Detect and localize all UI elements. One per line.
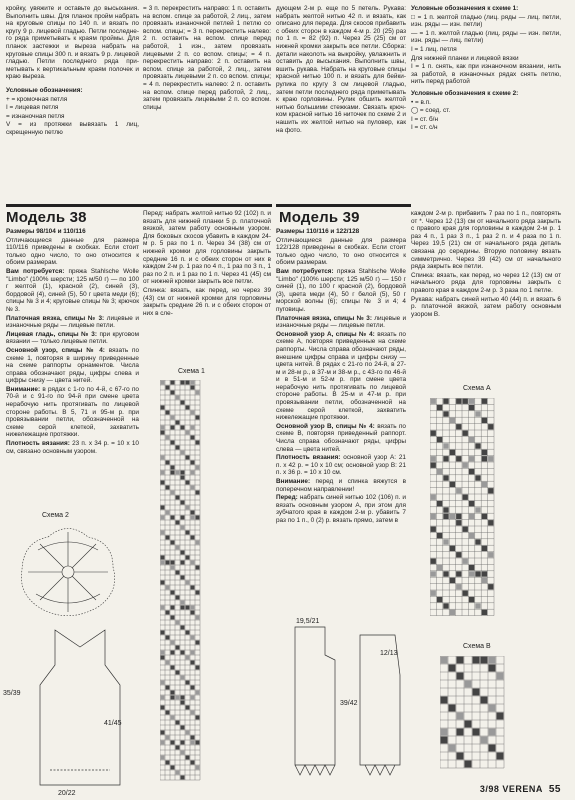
legend-title-scheme-1: Условные обозначения к схеме 1: (411, 5, 519, 12)
model-39-front-cont: каждом 2-м р. прибавить 7 раз по 1 п., повторять от *. Через 12 (13) см от начального ряда закрыть с правого края для горловины в каждом 2-м р. 1 раз 4 п., 1 раз 3 п., 1 раз 2 п. и 4 раза по 1 п. Через 19,5 (21) см от начального ряда деталь связана до середины. Вторую половину вязать симметрично. Через 39 (42) см от начального ряда закрыть все петли. (411, 210, 561, 271)
scheme-b-grid (440, 656, 520, 776)
model-38-silhouette (20, 625, 140, 790)
legend-line: • = в.п. (411, 98, 431, 106)
legend-line: I = ст. с/н (411, 124, 438, 132)
p-text: лицевые и изнаночные ряды — лицевые петли. (6, 314, 139, 330)
model-38-sizes: Размеры 98/104 и 110/116 (6, 228, 86, 235)
model-39-sizes: Размеры 110/116 и 122/128 (276, 228, 360, 235)
top-col-3 (276, 5, 406, 200)
p-text: перед и спинка вяжутся в поперечном направлении! (276, 478, 406, 493)
legend-line: I = лицевая петля (6, 104, 59, 112)
scheme-1-label: Схема 1 (178, 368, 205, 375)
legend-title-scheme-2: Условные обозначения к схеме 2: (411, 89, 519, 97)
p-text: при круговом вязании — только лицевые петли. (6, 330, 139, 346)
p-text: основной узор A: 21 п. x 42 р. = 10 x 10 см; основной узор B: 21 п. x 36 р. = 10 x 10 см. (276, 454, 406, 477)
model-39-back: Спинка: вязать, как перед, но через 12 (13) см от начального ряда для горловины закрыть с правого края в каждом 2-м р. 3 раза по 1 петле. (411, 271, 561, 294)
dim-label: 12/13 (380, 650, 398, 657)
legend-line: □ = 1 п. желтой гладью (лиц. ряды — лиц. петли, изн. ряды — изн. петли) (411, 13, 561, 29)
p-label: Лицевая гладь, спицы № 3: (6, 330, 97, 338)
top-col-3-text: дующем 2-м р. еще по 5 петель. Рукава: набрать желтой нитью 42 п. и вязать, как описано для переда. Для скосов прибавить с обеих сторон в каждом 4-м р. 20 (25) раз по 1 п. = 82 (92) п. Через 25 (25) см от нижней кромки закрыть все петли. Сборка: детали наколоть на выкройку, увлажнить и оставить до высыхания. Выполнить швы, вшить рукава. Набрать на круговые спицы красной нитью 100 п. и вязать для бейки-рулика по кругу 3 см лицевой гладью, затем петли последнего ряда приметывать к краю горловины. Рулик обшить желтой нитью большими стежками. Связать крючком красной нитью 16 ниточек по схеме 2 и нашить их желтой нитью на пуловер, как на фото. (276, 5, 406, 134)
top-col-2 (143, 5, 271, 195)
p-label: Внимание: (276, 478, 311, 485)
scheme-a-label: Схема A (463, 385, 491, 392)
scheme-1-grid (160, 380, 212, 790)
model-39-col-1 (276, 228, 406, 613)
legend-line: = изнаночная петля (6, 112, 65, 120)
scheme-b-label: Схема B (463, 643, 491, 650)
top-col-2-text: = 3 п. перекрестить направо: 1 п. оставить на вспом. спице за работой, 2 лиц., затем провязать изнаночной петлей 1 петлю со вспом. спицы; = 3 п. перекрестить налево: 2 п. оставить на вспом. спице перед работой, 1 изн., затем провязать лицевыми 2 п. со вспом. спицы; = 4 п. перекрестить направо: 2 п. оставить на вспом. спице за работой, 2 лиц., затем провязать лицевыми 2 п. со вспом. спицы; = 4 п. перекрестить налево: 2 п. оставить на вспом. спице перед работой, 2 лиц., затем провязать лицевыми 2 п. со вспом. спицы (143, 5, 271, 111)
legend-line: V = из протяжки вывязать 1 лиц, скрещенную петлю (6, 121, 139, 136)
dim-label: 41/45 (104, 720, 122, 727)
need-text: пряжа Stahlsche Wolle "Limbo" (100% шерсти; 125 м/50 г) — 150 г синей (1), по 100 г красной (2), бордовой (3), цвета меди (4), 50 г белой (5), 50 г морской волны (6); спицы № 3 и 4; 4 пуговицы. (276, 267, 406, 313)
p-label: Основной узор A, спицы № 4: (276, 330, 375, 338)
need-label: Вам потребуется: (276, 267, 334, 275)
top-col-4 (411, 5, 561, 200)
need-text: пряжа Stahlsche Wolle "Limbo" (100% шерсти; 125 м/50 г) — по 100 г желтой (1), красной (2), синей (3), бордовой (4), синей (5), 50 г цвета меди (6); спицы № 3 и 4; круговые спицы № 3; крючок № 3. (6, 267, 139, 313)
p-text: вязать по схеме B, повторяя приведенный раппорт. Числа справа обозначают ряды, цифры слева — цвета нитей. (276, 422, 406, 453)
p-text: вязать по схеме А, повторяя приведенные на схеме раппорты. Числа справа обозначают ряды, внешние цифры справа и цифры снизу — цвета нитей. В рядах с 21-го по 24-й, в 27-м и 28-м р., в 37-м и 38-м р., с 43-го по 46-й и в 51-м и 52-м р. при смене цвета нерабочую нить протягивать по лицевой стороне работы. В 25-м и 47-м р. при провязывании петли, обозначенной на схеме серой клеткой, захватить нижележащие протяжки. (276, 330, 406, 422)
legend-line: I = 1 лиц. петля (411, 45, 457, 53)
model-39-sleeves: Рукава: набрать синей нитью 40 (44) п. и вязать 6 р. платочной вязкой, затем работу основным узором B. (411, 295, 561, 318)
p-label: Основной узор, спицы № 4: (6, 346, 105, 354)
model-39-title: Модель 39 (279, 209, 360, 226)
dim-label: 20/22 (58, 790, 76, 797)
p-text: набрать синей нитью 102 (106) п. и вязать основным узором A, при этом для зубчатого края в каждом 2-м р. убавить 7 раз по 1 п., 0 (2) р. вязать прямо, затем в (276, 494, 406, 524)
p-label: Основной узор B, спицы № 4: (276, 422, 375, 430)
scheme-a-grid (430, 398, 510, 618)
legend-line: I = 1 п. снять, как при изнаночном вязании, нить за работой, в изнаночных рядах снять петлю, нить перед работой (411, 63, 561, 86)
legend-title: Условные обозначения: (6, 86, 83, 94)
p-label: Перед: (276, 494, 298, 502)
scheme-2-label: Схема 2 (42, 512, 69, 519)
dim-label: 35/39 (3, 690, 21, 697)
top-col-1-text: кройку, увяжите и оставьте до высыхания. Выполнить швы. Для планок пройм набрать на круговые спицы по 140 п. и вязать по кругу 9 р. лицевой гладью. Петли последнего ряда приметывать к краям проймы. Для планок застежки и выреза набрать на круговые спицы 300 п. и вязать 9 р. лицевой гладью. Петли последнего ряда приметывать к вертикальным краям полочек и краю выреза. (6, 5, 139, 81)
model-39-col-2 (411, 210, 561, 380)
issue-label: 3/98 VERENA (479, 784, 543, 795)
p-label: Платочная вязка, спицы № 3: (276, 314, 372, 322)
legend-line: + = кромочная петля (6, 95, 68, 103)
legend-line: Для нижней планки и лицевой вязки (411, 54, 519, 62)
model-39-sizes-text: Отличающиеся данные для размера 122/128 приведены в скобках. Если стоит только одно число, то оно относится к обоим размерам. (276, 236, 406, 267)
model-38-col-1 (6, 228, 139, 518)
page-number: 55 (548, 784, 561, 796)
page-footer (480, 786, 561, 794)
model-38-rule (6, 204, 272, 207)
model-38-sizes-text: Отличающиеся данные для размера 110/116 приведены в скобках. Если стоит только одно число, то оно относится к обоим размерам. (6, 236, 139, 267)
need-label: Вам потребуется: (6, 267, 65, 275)
model-38-col-2 (143, 210, 271, 360)
legend-line: I = ст. б/н (411, 115, 438, 123)
p-label: Плотность вязания: (276, 454, 341, 462)
legend-line: ◯ = соед. ст. (411, 107, 451, 115)
model-38-front: Перед: набрать желтой нитью 92 (102) п. и вязать для нижней планки 5 р. платочной вязкой, затем работу основным узором. Для боковых скосов убавить в каждом 24-м р. 5 раз по 1 п. Через 34 (38) см от нижней кромки для горловины закрыть средние 16 п. и с обеих сторон от них в каждом 2-м р. 1 раз по 4 п., 1 раз по 3 п., 1 раз по 2 п. и 1 раз по 1 п. Через 41 (45) см от нижней кромки закрыть все петли. (143, 210, 271, 286)
dim-label: 39/42 (340, 700, 358, 707)
p-label: Платочная вязка, спицы № 3: (6, 314, 105, 322)
scheme-2-diagram (8, 522, 128, 622)
top-col-1 (6, 5, 139, 195)
model-38-title: Модель 38 (6, 209, 87, 226)
model-39-rule (276, 204, 411, 207)
p-text: в рядах с 1-го по 4-й, с 67-го по 70-й и с 91-го по 94-й при смене цвета нерабочую нить протягивать по лицевой стороне работы. В 5, 71 и 95-м р. при провязывании петли, обозначенной на схеме серой клеткой, захватить нижележащие протяжки. (6, 385, 139, 439)
legend-line: — = 1 п. желтой гладью (лиц. ряды — изн. петли, изн. ряды — лиц. петли) (411, 29, 561, 45)
dim-label: 19,5/21 (296, 618, 320, 625)
p-text: лицевые и изнаночные ряды — лицевые петли. (276, 314, 406, 330)
model-38-back: Спинка: вязать, как перед, но через 39 (43) см от нижней кромки для горловины закрыть средние 26 п. и с обеих сторон от них в сле- (143, 286, 271, 317)
p-label: Плотность вязания: (6, 440, 70, 448)
p-text: вязать по схеме 1, повторяя в ширину приведенные на схеме раппорты орнаментов. Числа справа обозначают ряды, цифры слева и цифры снизу — цвета нитей. (6, 346, 139, 385)
p-label: Внимание: (6, 385, 41, 393)
p-text: 23 п. x 34 р. = 10 x 10 см, связано основным узором. (6, 440, 139, 455)
